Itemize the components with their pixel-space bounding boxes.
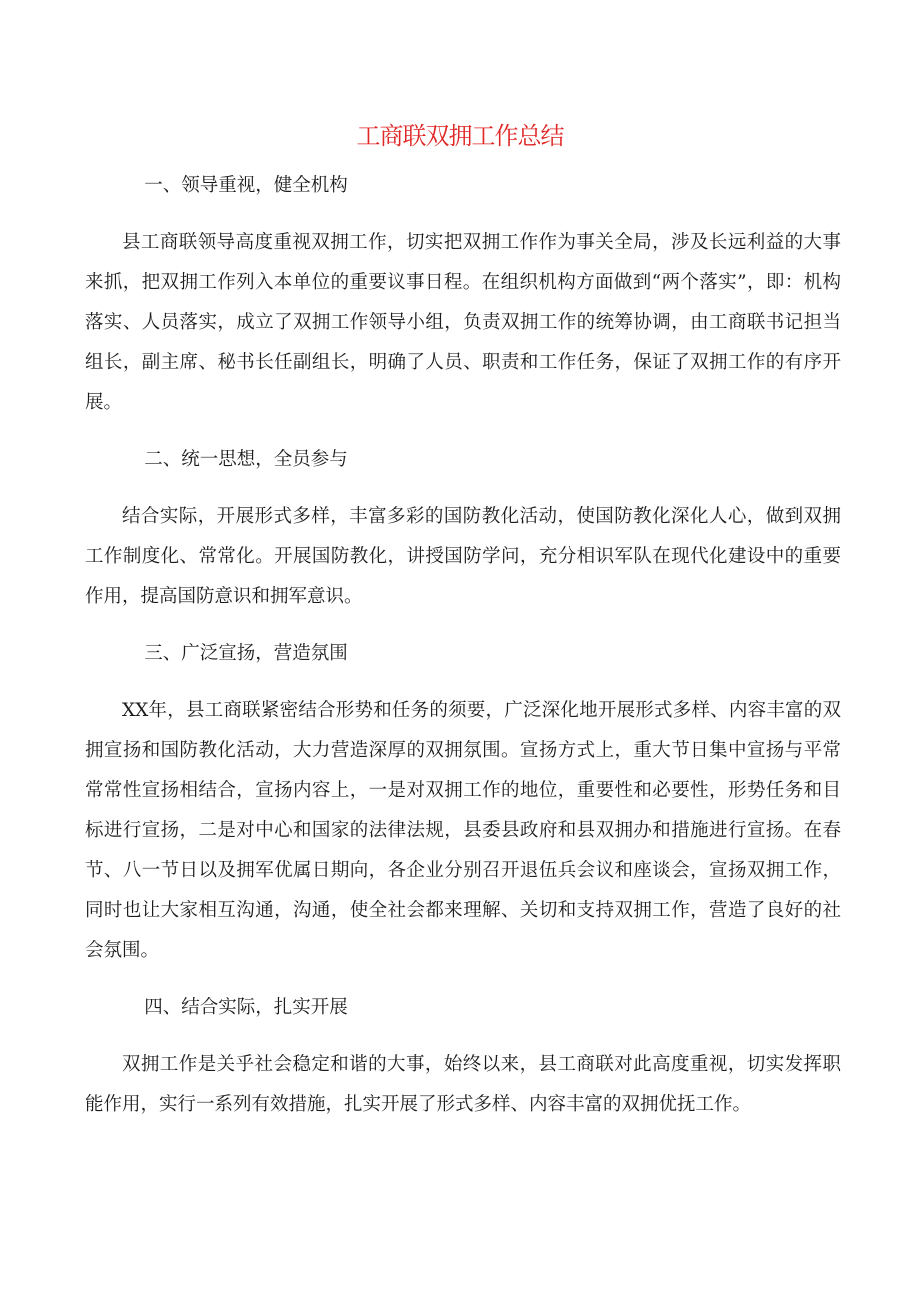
section-paragraph-4: 双拥工作是关乎社会稳定和谐的大事，始终以来，县工商联对此高度重视，切实发挥职能作用，实行一系列有效措施，扎实开展了形式多样、内容丰富的双拥优抚工作。 (85, 1054, 841, 1115)
section-heading-2: 二、统一思想，全员参与 (144, 449, 348, 470)
section-heading-3: 三、广泛宣扬，营造氛围 (144, 643, 348, 664)
section-paragraph-1: 县工商联领导高度重视双拥工作，切实把双拥工作作为事关全局，涉及长远利益的大事来抓，把双拥工作列入本单位的重要议事日程。在组织机构方面做到“两个落实”，即：机构落实、人员落实，成立了双拥工作领导小组，负责双拥工作的统筹协调，由工商联书记担当组长，副主席、秘书长任副组长，明确了人员、职责和工作任务，保证了双拥工作的有序开展。 (85, 232, 841, 413)
section-heading-4: 四、结合实际，扎实开展 (144, 997, 348, 1018)
section-paragraph-3: XX年，县工商联紧密结合形势和任务的须要，广泛深化地开展形式多样、内容丰富的双拥宣扬和国防教化活动，大力营造深厚的双拥氛围。宣扬方式上，重大节日集中宣扬与平常常常性宣扬相结合，宣扬内容上，一是对双拥工作的地位，重要性和必要性，形势任务和目标进行宣扬，二是对中心和国家的法律法规，县委县政府和县双拥办和措施进行宣扬。在春节、八一节日以及拥军优属日期向，各企业分别召开退伍兵会议和座谈会，宣扬双拥工作，同时也让大家相互沟通，沟通，使全社会都来理解、关切和支持双拥工作，营造了良好的社会氛围。 (85, 700, 841, 961)
section-paragraph-2: 结合实际，开展形式多样，丰富多彩的国防教化活动，使国防教化深化人心，做到双拥工作制度化、常常化。开展国防教化，讲授国防学问，充分相识军队在现代化建设中的重要作用，提高国防意识和拥军意识。 (85, 506, 841, 607)
section-heading-1: 一、领导重视，健全机构 (144, 175, 348, 196)
document-title: 工商联双拥工作总结 (356, 122, 564, 150)
document-body (85, 166, 841, 1125)
